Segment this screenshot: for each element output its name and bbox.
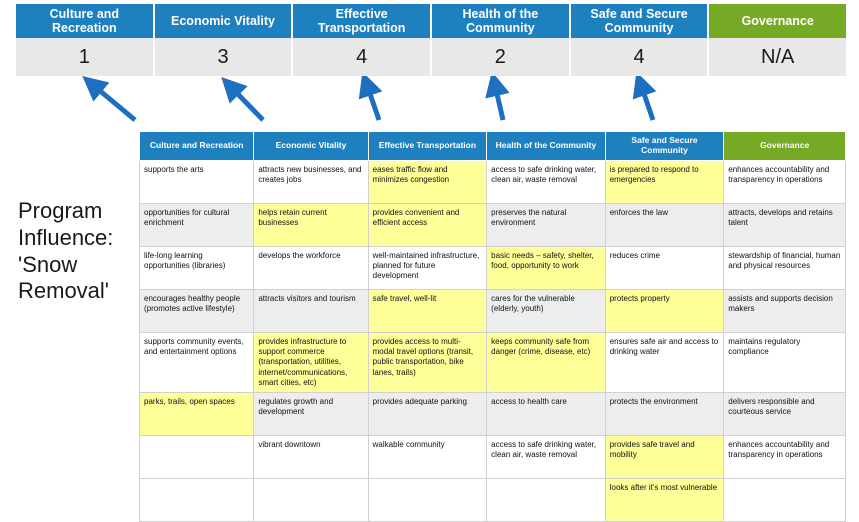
matrix-cell: preserves the natural environment (487, 204, 606, 247)
influence-matrix (139, 131, 846, 522)
table-row (140, 479, 846, 522)
matrix-cell: vibrant downtown (254, 436, 368, 479)
matrix-cell (140, 479, 254, 522)
matrix-cell: access to health care (487, 393, 606, 436)
matrix-cell: safe travel, well-lit (368, 290, 487, 333)
scorecard-header-economic-vitality: Economic Vitality (155, 4, 294, 38)
scorecard-header-culture-and-recreation: Culture and Recreation (16, 4, 155, 38)
matrix-cell: cares for the vulnerable (elderly, youth) (487, 290, 606, 333)
matrix-cell: regulates growth and development (254, 393, 368, 436)
scorecard-score-effective-transportation: 4 (293, 38, 432, 76)
matrix-header-effective-transportation: Effective Transportation (368, 132, 487, 161)
caption-line-4: Removal' (18, 278, 110, 304)
matrix-cell: looks after it's most vulnerable (605, 479, 724, 522)
matrix-cell: protects property (605, 290, 724, 333)
matrix-cell: enforces the law (605, 204, 724, 247)
matrix-cell: provides convenient and efficient access (368, 204, 487, 247)
matrix-cell: assists and supports decision makers (724, 290, 846, 333)
matrix-cell: develops the workforce (254, 247, 368, 290)
matrix-table (139, 131, 846, 522)
caption-line-1: Program (18, 198, 103, 223)
matrix-cell: access to safe drinking water, clean air, waste removal (487, 161, 606, 204)
matrix-cell: life-long learning opportunities (libraries) (140, 247, 254, 290)
matrix-header-governance: Governance (724, 132, 846, 161)
matrix-cell: provides access to multi-modal travel options (transit, public transportation, bike lanes, trails) (368, 333, 487, 393)
scorecard-score-culture-and-recreation: 1 (16, 38, 155, 76)
matrix-body (140, 161, 846, 522)
matrix-cell: reduces crime (605, 247, 724, 290)
matrix-header-health-of-the-community: Health of the Community (487, 132, 606, 161)
arrow-culture-and-recreation (93, 85, 135, 120)
table-row (140, 290, 846, 333)
matrix-cell: provides safe travel and mobility (605, 436, 724, 479)
matrix-cell: stewardship of financial, human and physical resources (724, 247, 846, 290)
matrix-header-economic-vitality: Economic Vitality (254, 132, 368, 161)
matrix-cell: well-maintained infrastructure, planned for future development (368, 247, 487, 290)
matrix-header-row (140, 132, 846, 161)
matrix-cell: enhances accountability and transparency in operations (724, 161, 846, 204)
matrix-cell: provides adequate parking (368, 393, 487, 436)
scorecard-header-health-of-the-community: Health of the Community (432, 4, 571, 38)
matrix-cell: attracts visitors and tourism (254, 290, 368, 333)
matrix-header-safe-and-secure-community: Safe and Secure Community (605, 132, 724, 161)
scorecard-score-row (16, 38, 846, 76)
scorecard-score-health-of-the-community: 2 (432, 38, 571, 76)
matrix-cell: access to safe drinking water, clean air, waste removal (487, 436, 606, 479)
matrix-cell: provides infrastructure to support commerce (transportation, utilities, internet/communications, smart cities, etc) (254, 333, 368, 393)
matrix-cell: helps retain current businesses (254, 204, 368, 247)
matrix-cell: delivers responsible and courteous service (724, 393, 846, 436)
matrix-header-culture-and-recreation: Culture and Recreation (140, 132, 254, 161)
matrix-cell (724, 479, 846, 522)
matrix-cell: keeps community safe from danger (crime, disease, etc) (487, 333, 606, 393)
caption-line-2: Influence: (18, 224, 114, 250)
matrix-cell: supports community events, and entertainment options (140, 333, 254, 393)
matrix-cell: encourages healthy people (promotes active lifestyle) (140, 290, 254, 333)
matrix-cell: attracts new businesses, and creates jobs (254, 161, 368, 204)
matrix-cell (140, 436, 254, 479)
matrix-cell: opportunities for cultural enrichment (140, 204, 254, 247)
page-title (18, 198, 138, 305)
table-row (140, 436, 846, 479)
matrix-cell (368, 479, 487, 522)
caption-line-3: 'Snow (18, 251, 78, 277)
table-row (140, 204, 846, 247)
arrow-health-of-the-community (495, 85, 503, 120)
matrix-cell: walkable community (368, 436, 487, 479)
scorecard-band (16, 4, 846, 78)
scorecard-header-safe-and-secure-community: Safe and Secure Community (571, 4, 710, 38)
matrix-cell: parks, trails, open spaces (140, 393, 254, 436)
scorecard-score-economic-vitality: 3 (155, 38, 294, 76)
matrix-cell: protects the environment (605, 393, 724, 436)
matrix-cell: attracts, develops and retains talent (724, 204, 846, 247)
matrix-cell: maintains regulatory compliance (724, 333, 846, 393)
scorecard-score-safe-and-secure-community: 4 (571, 38, 710, 76)
arrow-safe-and-secure-community (641, 85, 653, 120)
matrix-cell: is prepared to respond to emergencies (605, 161, 724, 204)
arrow-effective-transportation (367, 85, 379, 120)
scorecard-header-effective-transportation: Effective Transportation (293, 4, 432, 38)
scorecard-header-governance: Governance (709, 4, 846, 38)
table-row (140, 393, 846, 436)
arrow-economic-vitality (231, 87, 263, 120)
matrix-cell: ensures safe air and access to drinking water (605, 333, 724, 393)
table-row (140, 247, 846, 290)
matrix-cell (254, 479, 368, 522)
scorecard-score-governance: N/A (761, 45, 795, 68)
matrix-cell: supports the arts (140, 161, 254, 204)
table-row (140, 333, 846, 393)
scorecard-header-row (16, 4, 846, 38)
matrix-cell: basic needs – safety, shelter, food, opportunity to work (487, 247, 606, 290)
matrix-cell: enhances accountability and transparency in operations (724, 436, 846, 479)
arrow-group (0, 76, 859, 128)
matrix-cell (487, 479, 606, 522)
matrix-cell: eases traffic flow and minimizes congestion (368, 161, 487, 204)
table-row (140, 161, 846, 204)
